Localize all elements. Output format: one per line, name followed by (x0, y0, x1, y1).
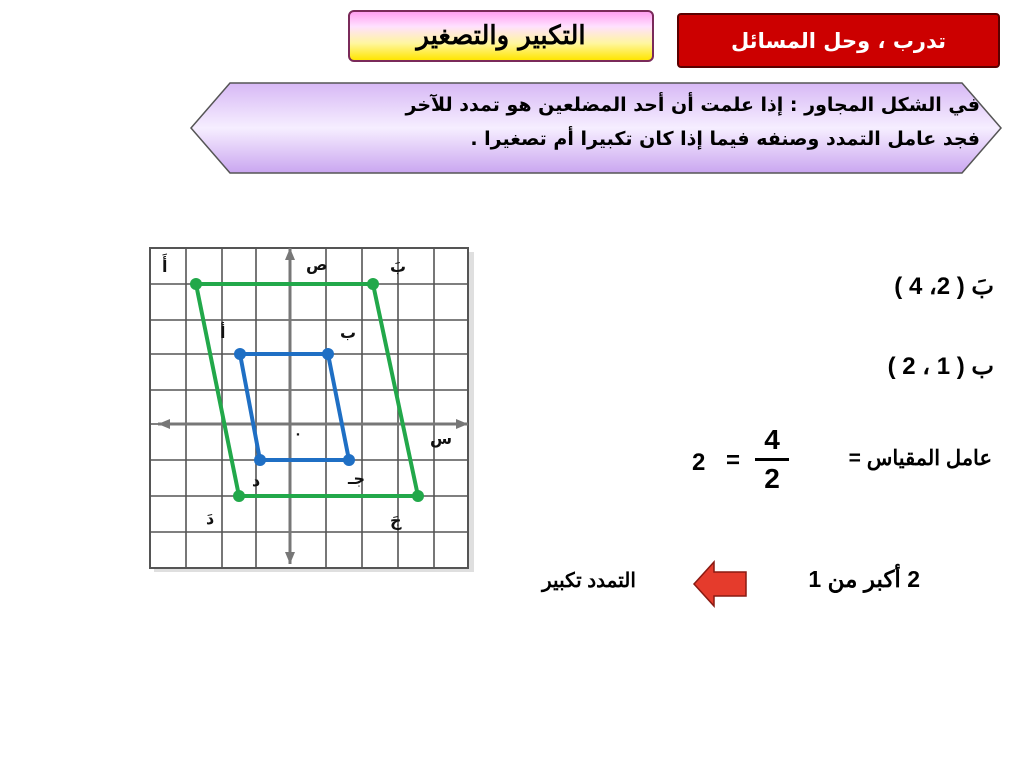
dilation-diagram (148, 246, 478, 576)
scale-equals: = (726, 447, 741, 474)
inner-label-c: جـ (348, 469, 365, 488)
lesson-title-text: التكبير والتصغير (416, 21, 586, 51)
y-axis-label: ص (306, 255, 328, 274)
fraction-bar (755, 458, 789, 461)
scale-label: عامل المقياس = (848, 447, 992, 470)
inner-label-d: د (252, 471, 261, 490)
scale-denominator: 2 (764, 463, 780, 494)
origin-label: ٠ (294, 427, 302, 442)
lesson-title (348, 10, 654, 62)
inner-label-a: أ (220, 323, 226, 342)
scale-numerator: 4 (764, 424, 780, 455)
scale-fraction (755, 424, 789, 495)
scale-result: 2 (692, 449, 706, 476)
section-title-text: تدرب ، وحل المسائل (730, 28, 947, 53)
outer-label-c: جَ (390, 511, 402, 530)
left-arrow-icon (692, 560, 748, 608)
section-title (677, 13, 1000, 68)
inner-label-b: ب (340, 323, 357, 342)
instruction-text (230, 88, 980, 156)
instruction-line-1: في الشكل المجاور : إذا علمت أن أحد المضلعين هو تمدد للآخر (405, 94, 980, 116)
outer-label-d: دَ (206, 509, 215, 528)
outer-label-b: بَ (390, 257, 407, 276)
point-b-prime: بَ ( 2، 4 ) (894, 273, 994, 300)
instruction-line-2: فجد عامل التمدد وصنفه فيما إذا كان تكبيرا أم تصغيرا . (470, 128, 980, 150)
point-b: ب ( 1 ، 2 ) (887, 353, 994, 380)
outer-label-a: أَ (162, 257, 168, 276)
x-axis-label: س (430, 429, 453, 448)
comparison-text: 2 أكبر من 1 (808, 566, 920, 592)
conclusion-text: التمدد تكبير (542, 570, 636, 592)
